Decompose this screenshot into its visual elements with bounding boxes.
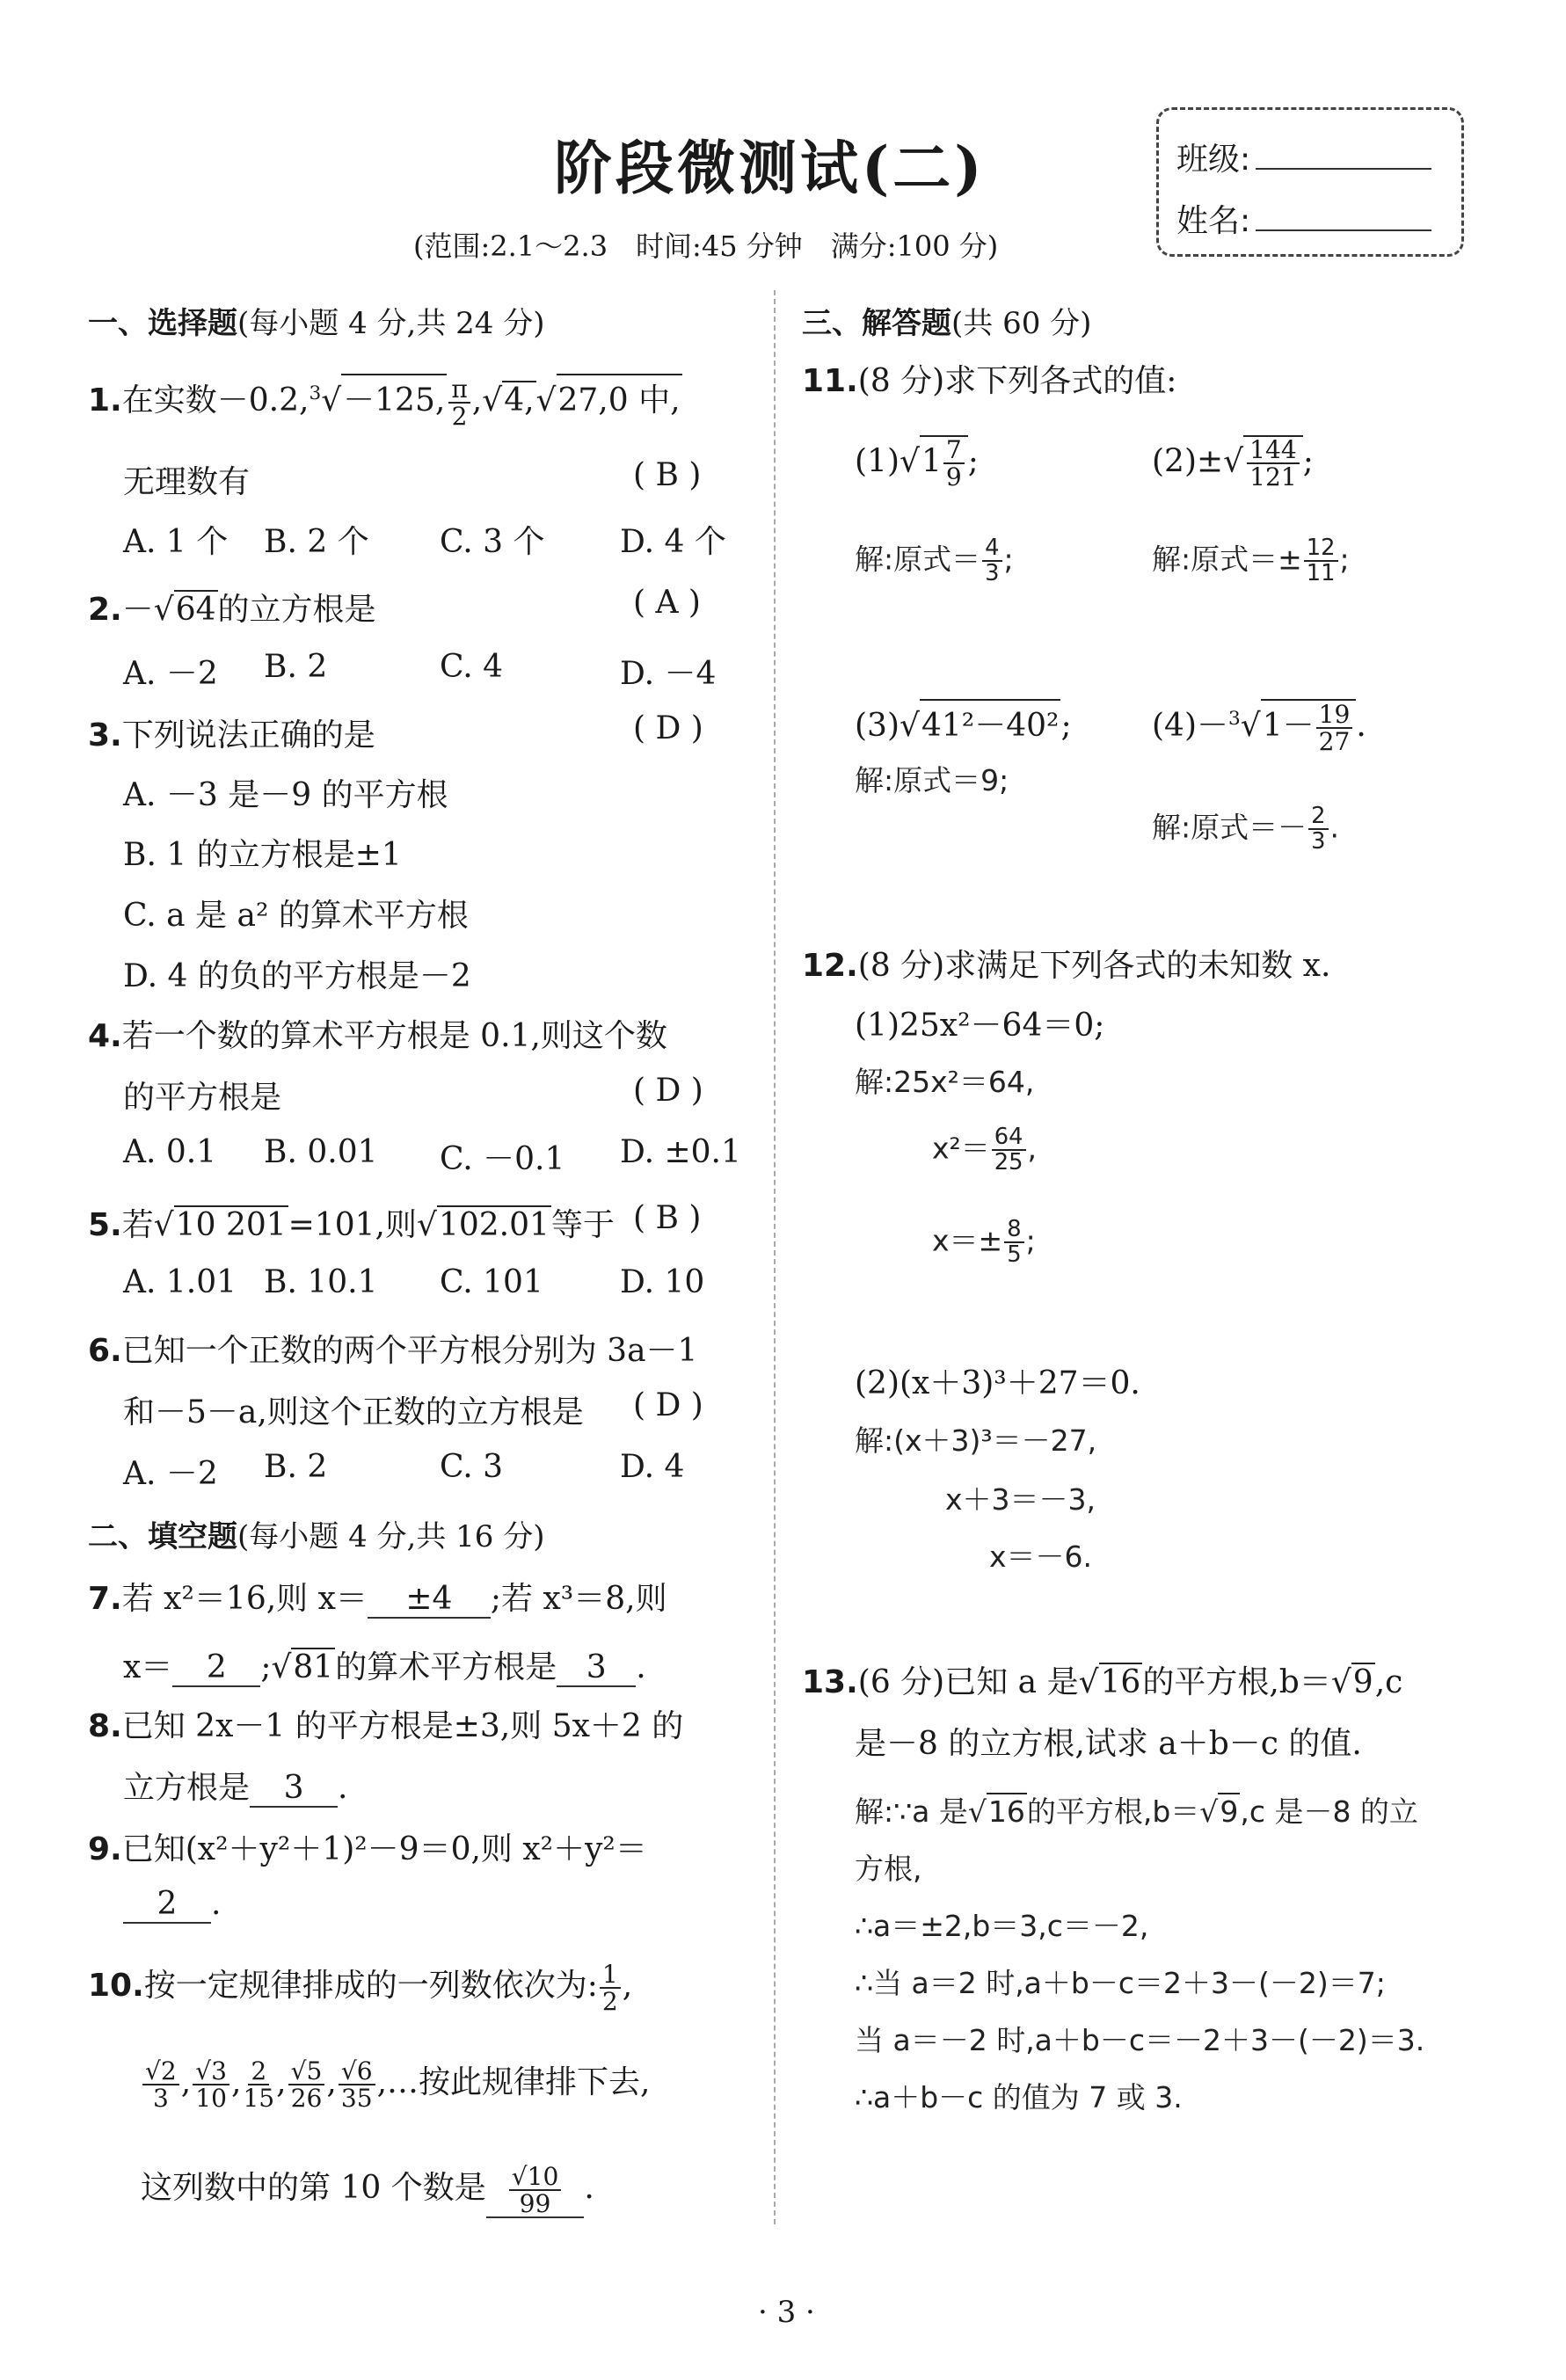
question-8-cont: 立方根是 3 . (123, 1770, 348, 1806)
option-b: B. 10.1 (264, 1264, 378, 1300)
column-divider (774, 290, 776, 2224)
question-6-cont: 和－5－a,则这个正数的立方根是 (123, 1394, 584, 1430)
q13-solution-line5: 当 a＝－2 时,a＋b－c＝－2＋3－(－2)＝3. (855, 2023, 1425, 2057)
page-subtitle: (范围:2.1～2.3 时间:45 分钟 满分:100 分) (413, 229, 999, 263)
question-1: 1.在实数－0.2,$^3$√－125, $\frac{\pi}{2}$ ,√4,√27,0 中, (88, 374, 681, 431)
question-10: 10.按一定规律排成的一列数依次为: $\frac{1}{2}$ , (88, 1959, 633, 2016)
question-13: 13.(6 分)已知 a 是√16的平方根,b＝√9,c (802, 1664, 1403, 1700)
option-c: C. 4 (440, 649, 504, 685)
option-b: B. 0.01 (264, 1134, 378, 1170)
sequence: $\frac{√2}{3}$ , $\frac{√3}{10}$ , $\frac{2}{15}$ , $\frac{√5}{26}$ , $\frac{√6}{35}$ ,…按此规律排下去, (141, 2057, 651, 2111)
question-9: 9.已知(x²＋y²＋1)²－9＝0,则 x²＋y²＝ (88, 1831, 647, 1867)
q11-part1: (1)√1 $\frac{7}{9}$ ; (855, 435, 979, 492)
option-a: A. －3 是－9 的平方根 (123, 777, 448, 813)
question-5: 5.若√10 201=101,则√102.01等于 (88, 1207, 615, 1243)
q11-part2: (2)±√ $\frac{144}{121}$ ; (1152, 435, 1314, 492)
q12-part1: (1)25x²－64＝0; (855, 1008, 1105, 1044)
option-c: C. －0.1 (440, 1141, 565, 1177)
option-d: D. 4 的负的平方根是－2 (123, 958, 471, 994)
question-7: 7.若 x²＝16,则 x＝ ±4 ;若 x³＝8,则 (88, 1581, 667, 1617)
answer-5: ( B ) (633, 1200, 702, 1236)
q12-part2: (2)(x＋3)³＋27＝0. (855, 1365, 1140, 1401)
option-b: B. 2 (264, 649, 328, 685)
option-c: C. a 是 a² 的算术平方根 (123, 898, 469, 934)
option-c: C. 3 (440, 1449, 504, 1485)
option-a: A. －2 (123, 656, 218, 692)
option-b: B. 2 (264, 1449, 328, 1485)
question-3: 3.下列说法正确的是 (88, 717, 375, 753)
question-4-cont: 的平方根是 (123, 1080, 282, 1116)
q12-solution-step1: 解:25x²＝64, (855, 1065, 1035, 1099)
section-fill-heading: 二、填空题(每小题 4 分,共 16 分) (88, 1519, 545, 1554)
option-d: D. ±0.1 (620, 1134, 741, 1170)
option-a: A. －2 (123, 1456, 218, 1492)
question-2: 2.－√64的立方根是 (88, 592, 376, 628)
answer-7a[interactable]: ±4 (368, 1581, 491, 1619)
question-1-cont: 无理数有 (123, 464, 251, 500)
question-11: 11.(8 分)求下列各式的值: (802, 363, 1177, 399)
question-8: 8.已知 2x－1 的平方根是±3,则 5x＋2 的 (88, 1708, 684, 1744)
option-a: A. 1.01 (123, 1264, 237, 1300)
answer-2: ( A ) (633, 585, 701, 621)
option-d: D. －4 (620, 656, 717, 692)
option-a: A. 1 个 (123, 524, 229, 560)
answer-1: ( B ) (633, 457, 702, 493)
answer-9[interactable]: 2 (123, 1886, 211, 1924)
q12-solution2-step3: x＝－6. (989, 1539, 1093, 1574)
option-b: B. 1 的立方根是±1 (123, 837, 402, 873)
q13-solution-line1: 解:∵a 是√16的平方根,b＝√9,c 是－8 的立 (855, 1794, 1418, 1829)
option-a: A. 0.1 (123, 1134, 217, 1170)
question-10-cont: 这列数中的第 10 个数是 $\frac{√10}{99}$ . (141, 2161, 594, 2218)
question-13-cont: 是－8 的立方根,试求 a＋b－c 的值. (855, 1726, 1362, 1762)
class-label: 班级: (1176, 142, 1251, 178)
name-box (1156, 107, 1464, 257)
q12-solution2-step1: 解:(x＋3)³＝－27, (855, 1423, 1097, 1458)
answer-7b[interactable]: 2 (172, 1649, 260, 1687)
q12-solution-step3: x＝± $\frac{8}{5}$ ; (932, 1216, 1036, 1269)
q11-part3: (3)√41²－40²; (855, 699, 1072, 746)
class-field[interactable] (1176, 135, 1431, 179)
q11-solution2: 解:原式＝± $\frac{12}{11}$ ; (1152, 535, 1350, 587)
option-b: B. 2 个 (264, 524, 369, 560)
name-label: 姓名: (1176, 203, 1251, 239)
q11-solution1: 解:原式＝ $\frac{4}{3}$ ; (855, 535, 1014, 587)
section-choice-heading: 一、选择题(每小题 4 分,共 24 分) (88, 306, 545, 341)
question-7-cont: x＝ 2 ;√81的算术平方根是 3 . (123, 1649, 646, 1685)
question-9-cont: 2 . (123, 1886, 221, 1924)
q12-solution2-step2: x＋3＝－3, (945, 1482, 1096, 1517)
q12-solution-step2: x²＝ $\frac{64}{25}$ , (932, 1124, 1038, 1176)
option-c: C. 3 个 (440, 524, 545, 560)
page-title: 阶段微测试(二) (554, 134, 986, 202)
name-field[interactable] (1176, 196, 1431, 241)
question-12: 12.(8 分)求满足下列各式的未知数 x. (802, 948, 1331, 984)
answer-3: ( D ) (633, 710, 703, 746)
q11-solution4: 解:原式＝－ $\frac{2}{3}$ . (1152, 803, 1339, 855)
q13-solution-line2: 方根, (855, 1852, 922, 1886)
question-4: 4.若一个数的算术平方根是 0.1,则这个数 (88, 1018, 667, 1054)
q11-solution3: 解:原式＝9; (855, 763, 1009, 797)
page-number: · 3 · (758, 2295, 815, 2330)
option-d: D. 4 (620, 1449, 685, 1485)
section-solve-heading: 三、解答题(共 60 分) (802, 306, 1092, 341)
option-d: D. 4 个 (620, 524, 726, 560)
answer-6: ( D ) (633, 1387, 703, 1423)
answer-7c[interactable]: 3 (557, 1649, 636, 1687)
option-d: D. 10 (620, 1264, 705, 1300)
question-6: 6.已知一个正数的两个平方根分别为 3a－1 (88, 1333, 698, 1369)
q13-solution-line3: ∴a＝±2,b＝3,c＝－2, (855, 1909, 1149, 1943)
answer-10[interactable]: $\frac{√10}{99}$ (486, 2164, 585, 2219)
answer-8[interactable]: 3 (250, 1770, 338, 1808)
option-c: C. 101 (440, 1264, 543, 1300)
q13-solution-line6: ∴a＋b－c 的值为 7 或 3. (855, 2080, 1183, 2114)
q11-part4: (4)－$^3$√1－ $\frac{19}{27}$ . (1152, 699, 1366, 756)
q13-solution-line4: ∴当 a＝2 时,a＋b－c＝2＋3－(－2)＝7; (855, 1966, 1386, 2000)
answer-4: ( D ) (633, 1073, 703, 1109)
